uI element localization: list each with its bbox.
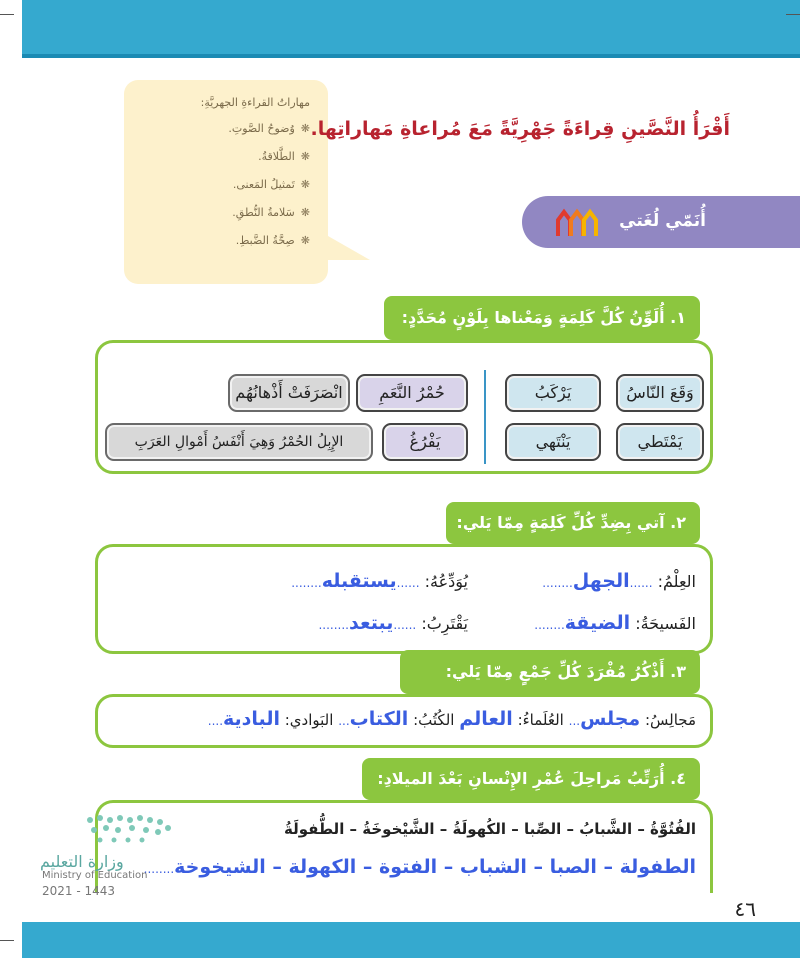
meaning-card[interactable]: الإِبِلُ الحُمْرُ وَهِيَ أَنْفَسُ أَمْوالِ العَرَبِ (105, 423, 373, 461)
meaning-card[interactable]: انْصَرَفَتْ أَذْهانُهُم (228, 374, 350, 412)
skill-item: ❋وُضوحُ الصَّوتِ. (228, 122, 310, 135)
skill-item: ❋صِحَّةُ الضَّبطِ. (235, 234, 310, 247)
word-card[interactable]: يَمْتَطي (616, 423, 704, 461)
skill-item: ❋تَمثيلُ المَعنى. (232, 178, 310, 191)
q2-box (95, 544, 713, 654)
q2-row: يُوَدِّعُهُ: ......يستقبله........ (291, 570, 468, 592)
skill-item: ❋الطَّلاقةُ. (258, 150, 310, 163)
q3-word: البَوادي: (284, 711, 334, 729)
q3-row: مَجالِسُ: مجلس... العُلَماءُ: العالم الكُتُبُ: الكتاب... البَوادي: البادية.... (207, 708, 696, 730)
top-decorative-band (22, 0, 800, 58)
q4-answer: الطفولة – الصبا – الشباب – الفتوة – الكهولة – الشيخوخة (174, 856, 696, 878)
q4-answer-row: الطفولة – الصبا – الشباب – الفتوة – الكهولة – الشيخوخة........ (143, 856, 696, 878)
meaning-card[interactable]: حُمْرُ النَّعَمِ (356, 374, 468, 412)
page-number: ٤٦ (734, 897, 756, 921)
q2-row: الفَسيحَةُ: الضيقة........ (534, 612, 696, 634)
q2-word: الفَسيحَةُ: (635, 614, 696, 633)
q3-title: ٣. أَذْكُرُ مُفْرَدَ كُلِّ جَمْعٍ مِمّا يَلي: (445, 662, 686, 681)
crop-mark (0, 14, 14, 15)
q4-header (362, 758, 700, 800)
q4-given: الفُتُوَّةُ – الشَّبابُ – الصِّبا – الكُهولَةُ – الشَّيْخوخَةُ – الطُّفولَةُ (284, 820, 696, 838)
ministry-logo-icon (38, 812, 188, 848)
q3-header (400, 650, 700, 694)
q2-row: العِلْمُ: ......الجهل........ (542, 570, 696, 592)
word-card[interactable]: يَنْتَهي (505, 423, 601, 461)
q3-answer: الكتاب (349, 708, 409, 730)
q3-word: العُلَماءُ: (517, 711, 564, 729)
main-instruction: أَقْرَأُ النَّصَّينِ قِراءَةً جَهْرِيَّةً مَعَ مُراعاةِ مَهاراتِها. (310, 118, 730, 140)
skills-title: مهاراتُ القراءةِ الجهريَّةِ: (200, 96, 310, 109)
q1-header (384, 296, 700, 340)
meaning-card[interactable]: يَفْرُغُ (382, 423, 468, 461)
q2-word: العِلْمُ: (657, 572, 696, 591)
q2-row: يَقْتَرِبُ: ......يبتعد........ (318, 612, 468, 634)
word-card[interactable]: وَقَعَ النّاسُ (616, 374, 704, 412)
q3-word: مَجالِسُ: (644, 711, 696, 729)
divider-line (484, 370, 486, 464)
skill-item: ❋سَلامةُ النُّطقِ. (232, 206, 310, 219)
q3-answer: العالم (459, 708, 513, 730)
q2-answer: الجهل (572, 570, 630, 592)
q2-title: ٢. آتي بِضِدِّ كُلِّ كَلِمَةٍ مِمّا يَلي: (456, 513, 686, 532)
q3-answer: البادية (223, 708, 280, 730)
q2-header (446, 502, 700, 544)
bottom-decorative-band (22, 922, 800, 958)
ministry-year: 2021 - 1443 (42, 884, 116, 898)
q1-title: ١. أُلَوِّنُ كُلَّ كَلِمَةٍ وَمَعْناها بِلَوْنٍ مُحَدَّدٍ: (401, 308, 686, 327)
q2-answer: الضيقة (564, 612, 631, 634)
q2-answer: يبتعد (349, 612, 394, 634)
crop-mark (786, 14, 800, 15)
q3-answer: مجلس (580, 708, 641, 730)
ministry-name-arabic: وزارة التعليم (40, 852, 124, 871)
section-banner-title: أُنَمّي لُغَتي (619, 211, 706, 231)
ministry-name-english: Ministry of Education (42, 870, 148, 881)
q2-answer: يستقبله (321, 570, 397, 592)
crop-mark (0, 940, 14, 941)
growth-arrows-icon (556, 208, 600, 238)
q2-word: يُوَدِّعُهُ: (424, 572, 468, 591)
skills-bubble (124, 80, 328, 284)
q4-title: ٤. أُرَتِّبُ مَراحِلَ عُمْرِ الإِنْسانِ بَعْدَ الميلادِ: (377, 769, 686, 788)
q3-word: الكُتُبُ: (413, 711, 455, 729)
q2-word: يَقْتَرِبُ: (421, 614, 468, 633)
word-card[interactable]: يَرْكَبُ (505, 374, 601, 412)
